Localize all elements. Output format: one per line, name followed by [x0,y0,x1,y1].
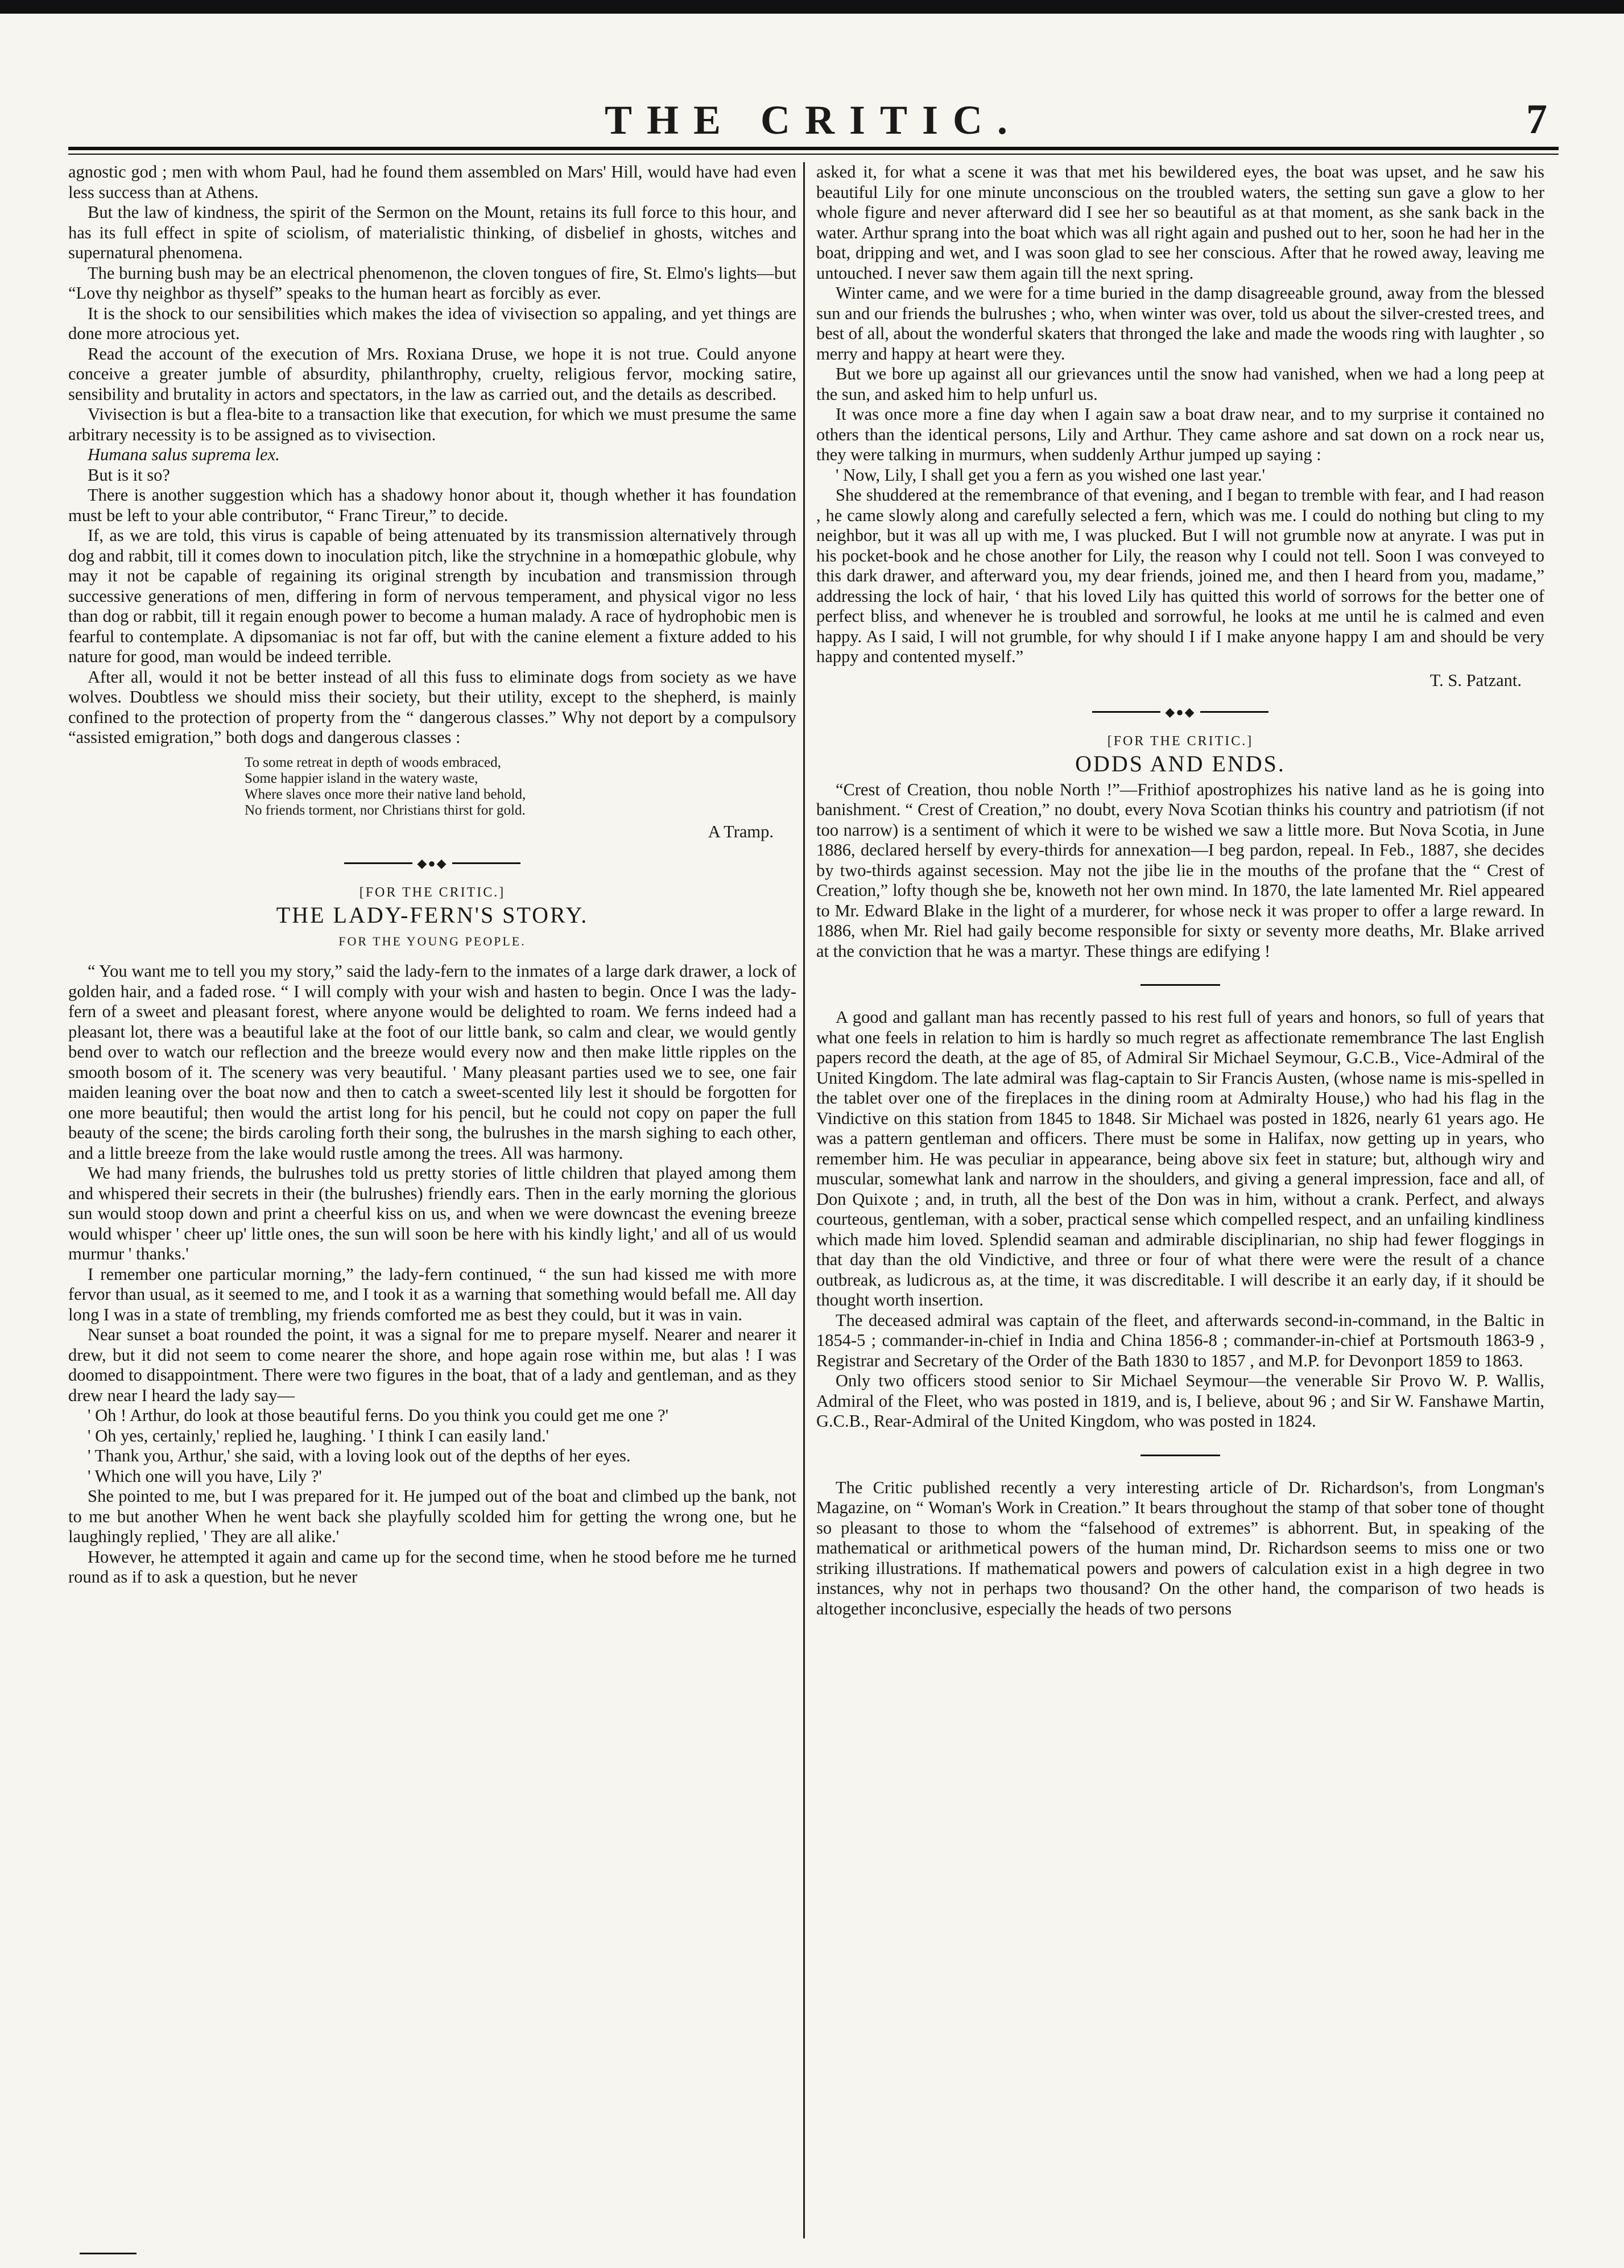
column-divider [803,162,805,2238]
newspaper-title: THE CRITIC. [604,97,1023,143]
paragraph: After all, would it not be better instead of all this fuss to eliminate dogs from society as we have wolves. Doubtless we should miss their society, but their utility, except to the shepherd, is mainly confined to the protection of property from the “ dangerous classes.” Why not deport by a compulsory “assisted emigration,” both dogs and dangerous classes : [68,667,796,747]
short-rule [1140,984,1220,986]
paragraph: I remember one particular morning,” the lady-fern continued, “ the sun had kissed me with more fervor than usual, as it seemed to me, and I took it as a warning that something would befall me. All day long I was in a state of trembling, my friends comforted me as best they could, but it was in vain. [68,1264,796,1324]
short-rule [1140,1455,1220,1456]
paragraph: But we bore up against all our grievances until the snow had vanished, when we had a long peep at the sun, and asked him to help unfurl us. [816,364,1544,404]
paragraph: We had many friends, the bulrushes told us pretty stories of little children that played among them and whispered their secrets in their (the bulrushes) friendly ears. Then in the early morning the glorious sun would stoop down and print a cheerful kiss on us, and when we were downcast the evening breeze would whisper ' cheer up' little ones, the sun will soon be here with his kindly light,' and all of us would murmur ' thanks.' [68,1163,796,1264]
section-kicker: [FOR THE CRITIC.] [359,885,506,900]
poem-line: Where slaves once more their native land behold, [245,786,526,802]
paragraph: Winter came, and we were for a time buried in the damp disagreeable ground, away from the blessed sun and our friends the bulrushes ; who, when winter was over, told us about the silver-crested trees, and best of all, about the wonderful skaters that thronged the lake and made the woods ring with laughter , so merry and happy at heart were they. [816,283,1544,363]
ornament-divider: ◆●◆ [816,701,1544,722]
latin-maxim [68,445,796,465]
paragraph: Vivisection is but a flea-bite to a transaction like that execution, for which we must presume the same arbitrary necessity is to be assigned as to vivisection. [68,404,796,444]
paragraph: The Critic published recently a very interesting article of Dr. Richardson's, from Longman's Magazine, on “ Woman's Work in Creation.” It bears throughout the stamp of that sober tone of thought so pleasant to those to whom the “falsehood of extremes” is abhorrent. But, in speaking of the mathematical or arithmetical powers of the human mind, Dr. Richardson seems to miss one or two striking illustrations. If mathematical powers and powers of calculation exist in a high degree in two instances, why not in perhaps two thousand? On the other hand, the comparison of two heads is altogether inconclusive, especially the heads of two persons [816,1477,1544,1618]
paragraph: Only two officers stood senior to Sir Michael Seymour—the venerable Sir Provo W. P. Wallis, Admiral of the Fleet, who was posted in 1819, and is, I believe, about 96 ; and Sir W. Fanshawe Martin, G.C.B., Rear-Admiral of the United Kingdom, who was posted in 1824. [816,1371,1544,1431]
paragraph: But the law of kindness, the spirit of the Sermon on the Mount, retains its full force to this hour, and has its full effect in spite of sciolism, of materialistic thinking, of disbelief in ghosts, witches and supernatural phenomena. [68,203,796,262]
paragraph: She shuddered at the remembrance of that evening, and I began to tremble with fear, and I had reason , he came slowly along and carefully selected a fern, which was me. I could do nothing but cling to my neighbor, but it was all up with me, I was plucked. But I will not grumble now at anyrate. I was put in his pocket-book and he chose another for Lily, the reason why I could not tell. Soon I was conveyed to this dark drawer, and afterward you, my dear friends, joined me, and then I heard from you, madame,” addressing the lock of hair, ‘ that his loved Lily has quitted this world of sorrows for the better one of perfect bliss, and whenever he is troubled and sorrowful, he looks at me until he is calmed and even happy. As I said, I will not grumble, for why should I if I make anyone happy I am and should be very happy and contented myself.” [816,485,1544,666]
right-column [816,162,1544,2238]
paragraph: ' Which one will you have, Lily ?' [88,1466,322,1486]
bottom-rule [80,2253,137,2254]
paragraph: ' Oh yes, certainly,' replied he, laughing. ' I think I can easily land.' [88,1426,549,1445]
paragraph: ' Oh ! Arthur, do look at those beautiful ferns. Do you think you could get me one ?' [88,1406,669,1426]
paragraph: ' Now, Lily, I shall get you a fern as you wished one last year.' [836,465,1265,485]
poem-line: Some happier island in the watery waste, [245,770,478,786]
masthead [68,85,1559,148]
paragraph: ' Thank you, Arthur,' she said, with a loving look out of the depths of her eyes. [88,1446,631,1466]
paragraph: The burning bush may be an electrical phenomenon, the cloven tongues of fire, St. Elmo's lights—but “Love thy neighbor as thyself” speaks to the human heart as forcibly as ever. [68,263,796,303]
page-number: 7 [1526,96,1547,143]
paragraph: A good and gallant man has recently passed to his rest full of years and honors, so full of years that what one feels in relation to him is hardly so much regret as affectionate remembrance The last English papers record the death, at the age of 85, of Admiral Sir Michael Seymour, G.C.B., Vice-Admiral of the United Kingdom. The late admiral was flag-captain to Sir Francis Austen, (whose name is mis-spelled in the tablet over one of the fireplaces in the dining room at Admiralty House,) who had his flag in the Vindictive on this station from 1845 to 1848. Sir Michael was posted in 1826, nearly 61 years ago. He was a pattern gentleman and officers. There must be some in Halifax, now getting up in years, who remember him. He was peculiar in appearance, being above six feet in stature; but, although wiry and muscular, somewhat lank and narrow in the shoulders, and giving a general impression, face and all, of Don Quixote ; and, in truth, all the best of the Don was in him, without a crank. Perfect, and always courteous, gentleman, with a sober, practical sense which compelled respect, and an unfailing kindliness which made him loved. Splendid seaman and admirable disciplinarian, no ship had fewer floggings in that day than the old Vindictive, and three or four of what there were were the result of a chance outbreak, as ludicrous as, at the time, it was discreditable. I will describe it an early day, if it should be thought worth insertion. [816,1007,1544,1310]
story-subtitle: FOR THE YOUNG PEOPLE. [338,933,526,948]
poem-line: No friends torment, nor Christians thirst for gold. [245,802,526,818]
paragraph: However, he attempted it again and came up for the second time, when he stood before me he turned round as if to ask a question, but he never [68,1547,796,1587]
poem-quote [245,755,796,819]
paragraph: agnostic god ; men with whom Paul, had he found them assembled on Mars' Hill, would have had even less success than at Athens. [68,162,796,202]
left-column [68,162,796,2238]
ornament-divider: ◆●◆ [68,852,796,874]
signature: T. S. Patzant. [1429,670,1522,690]
masthead-rule-thin [68,154,1559,155]
signature: A Tramp. [708,821,774,841]
section-title: ODDS AND ENDS. [1075,751,1286,777]
top-border-bar [0,0,1624,14]
poem-line: To some retreat in depth of woods embraced, [245,754,501,770]
paragraph: It was once more a fine day when I again saw a boat draw near, and to my surprise it contained no others than the identical persons, Lily and Arthur. They came ashore and sat down on a rock near us, they were talking in murmurs, when suddenly Arthur jumped up saying : [816,404,1544,464]
story-title: THE LADY-FERN'S STORY. [276,902,589,928]
paragraph: Read the account of the execution of Mrs. Roxiana Druse, we hope it is not true. Could anyone conceive a greater jumble of absurdity, philanthrophy, cruelty, religious fervor, mocking satire, sensibility and brutality in actors and spectators, in the law as carried out, and the details as described. [68,344,796,404]
paragraph: But is it so? [88,465,170,485]
paragraph: asked it, for what a scene it was that met his bewildered eyes, the boat was upset, and he saw his beautiful Lily for one minute unconscious on the troubled waters, the setting sun gave a glow to her whole figure and never afterward did I see her so beautiful as at that moment, as she sank back in the water. Arthur sprang into the boat which was all right again and pushed out to her, soon he had her in the boat, dripping and wet, and I was soon glad to see her conscious. After that he rowed away, leaving me untouched. I never saw them again till the next spring. [816,162,1544,283]
section-kicker: [FOR THE CRITIC.] [1107,733,1254,749]
masthead-rule-thick [68,147,1559,150]
paragraph: “ You want me to tell you my story,” said the lady-fern to the inmates of a large dark drawer, a lock of golden hair, and a faded rose. “ I will comply with your wish and hasten to begin. Once I was the lady-fern of a sweet and pleasant forest, where anyone would be delighted to roam. We ferns indeed had a pleasant lot, there was a beautiful lake at the foot of our little bank, so calm and clear, we would gently bend over to watch our reflection and the breeze would every now and then make little ripples on the smooth bosom of it. The scenery was very beautiful. ' Many pleasant parties used we to see, one fair maiden leaning over the boat now and then to catch a sweet-scented lily lest it should be forgotten for one more beautiful; then would the artist long for his pencil, but he could not copy on paper the full beauty of the scene; the birds caroling forth their song, the bulrushes in the marsh sighing to each other, and a little breeze from the lake would rustle among the trees. All was harmony. [68,961,796,1163]
paragraph: “Crest of Creation, thou noble North !”—Frithiof apostrophizes his native land as he is going into banishment. “ Crest of Creation,” no doubt, every Nova Scotian thinks his country and patriotism (if not too narrow) is a sentiment of which it were to be wished we saw a little more. But Nova Scotia, in June 1886, declared herself by every-thirds for annexation—I beg pardon, repeal. In Feb., 1887, she decides by two-thirds against secession. May not the jibe lie in the mouths of the profane that the “ Crest of Creation,” lofty though she be, knoweth not her own mind. In 1870, the late lamented Mr. Riel appeared to Mr. Edward Blake in the light of a murderer, for whose neck it was proper to offer a large reward. In 1886, when Mr. Riel had gaily become responsible for sixty or seventy more deaths, Mr. Blake arrived at the conviction that he was a martyr. These things are edifying ! [816,779,1544,961]
paragraph: She pointed to me, but I was prepared for it. He jumped out of the boat and climbed up the bank, not to me but another When he went back she playfully scolded him for getting the wrong one, but he laughingly replied, ' They are all alike.' [68,1486,796,1547]
paragraph: If, as we are told, this virus is capable of being attenuated by its transmission alternatively through dog and rabbit, till it comes down to inoculation pitch, like the strychnine in a homœpathic globule, why may it not be capable of regaining its original strength by incubation and transmission through successive generations of men, differing in form of nervous temperament, and physical vigor no less than dog or rabbit, till it regain enough power to become a human malady. A race of hydrophobic men is fearful to contemplate. A dipsomaniac is not far off, but with the canine element a fixture added to his nature for good, man would be indeed terrible. [68,526,796,666]
paragraph: It is the shock to our sensibilities which makes the idea of vivisection so appaling, and yet things are done more atrocious yet. [68,303,796,343]
latin-maxim-text: Humana salus suprema lex. [88,445,280,464]
paragraph: Near sunset a boat rounded the point, it was a signal for me to prepare myself. Nearer and nearer it drew, but it did not seem to come nearer the shore, and hope again rose within me, but alas ! I was doomed to disappointment. There were two figures in the boat, that of a lady and gentleman, and as they drew near I heard the lady say— [68,1325,796,1405]
paragraph: The deceased admiral was captain of the fleet, and afterwards second-in-command, in the Baltic in 1854-5 ; commander-in-chief in India and China 1856-8 ; commander-in-chief at Portsmouth 1863-9 , Registrar and Secretary of the Order of the Bath 1830 to 1857 , and M.P. for Devonport 1859 to 1863. [816,1310,1544,1370]
paragraph: There is another suggestion which has a shadowy honor about it, though whether it has foundation must be left to your able contributor, “ Franc Tireur,” to decide. [68,485,796,525]
